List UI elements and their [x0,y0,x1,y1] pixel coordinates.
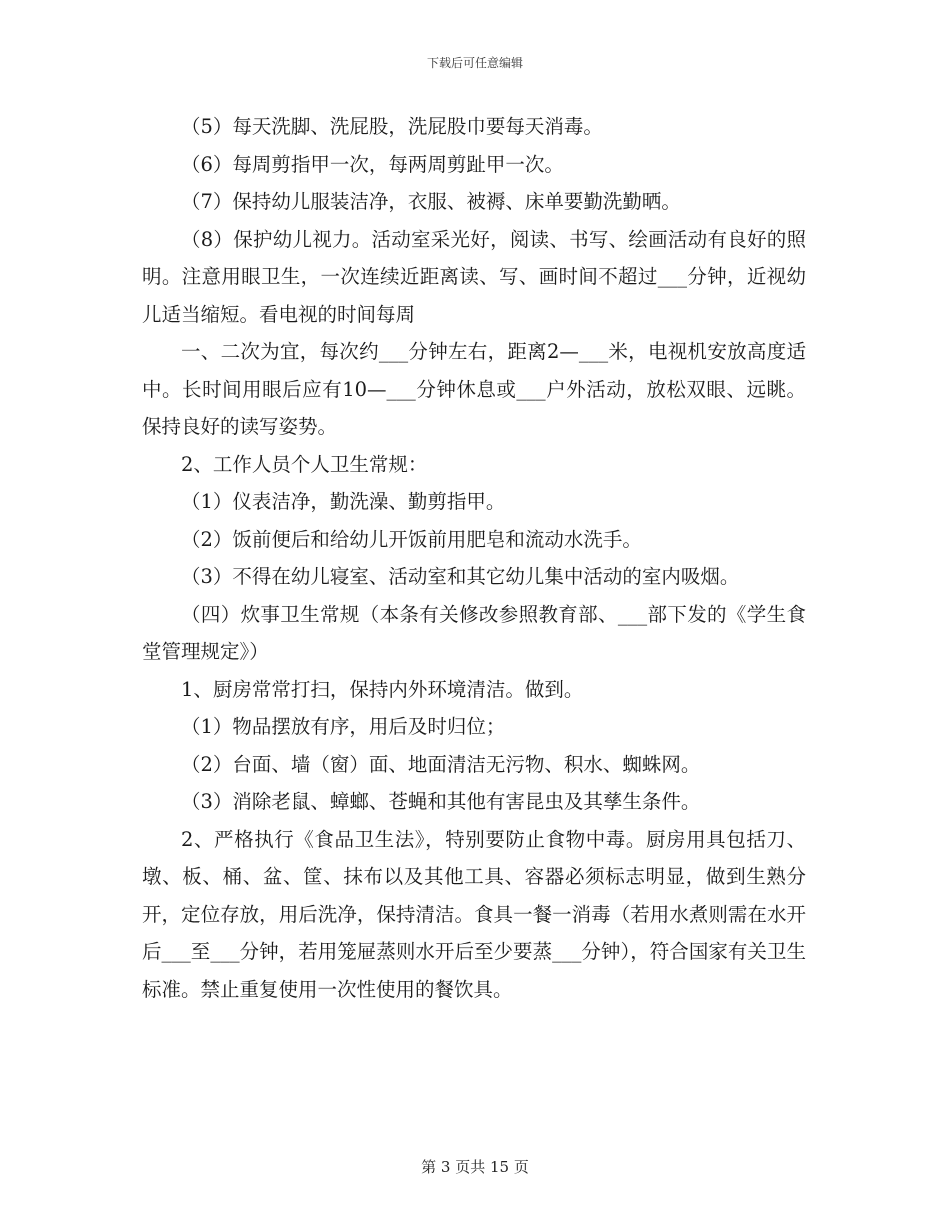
document-body [142,108,806,1008]
paragraph: 2、严格执行《食品卫生法》，特别要防止食物中毒。厨房用具包括刀、墩、板、桶、盆、筐、抹布以及其他工具、容器必须标志明显，做到生熟分开，定位存放，用后洗净，保持清洁。食具一餐一消毒（若用水煮则需在水开后___至___分钟，若用笼屉蒸则水开后至少要蒸___分钟），符合国家有关卫生标准。禁止重复使用一次性使用的餐饮具。 [142,827,806,1001]
paragraph: （3）消除老鼠、蟑螂、苍蝇和其他有害昆虫及其孳生条件。 [181,790,701,813]
page-header: 下载后可任意编辑 [426,56,523,70]
paragraph: （1）物品摆放有序，用后及时归位； [181,715,506,738]
page-footer: 第 3 页共 15 页 [421,1158,529,1176]
paragraph: （8）保护幼儿视力。活动室采光好，阅读、书写、绘画活动有良好的照明。注意用眼卫生，一次连续近距离读、写、画时间不超过___分钟，近视幼儿适当缩短。看电视的时间每周 [142,227,806,326]
paragraph: （1）仪表洁净，勤洗澡、勤剪指甲。 [181,490,506,513]
paragraph: （2）饭前便后和给幼儿开饭前用肥皂和流动水洗手。 [181,527,642,551]
paragraph: （6）每周剪指甲一次，每两周剪趾甲一次。 [181,152,564,176]
paragraph: （3）不得在幼儿寝室、活动室和其它幼儿集中活动的室内吸烟。 [181,565,740,588]
paragraph: （2）台面、墙（窗）面、地面清洁无污物、积水、蜘蛛网。 [181,752,701,776]
paragraph: （7）保持幼儿服装洁净，衣服、被褥、床单要勤洗勤晒。 [181,190,681,213]
paragraph: 1、厨房常常打扫，保持内外环境清洁。做到。 [181,677,584,701]
paragraph: （5）每天洗脚、洗屁股，洗屁股巾要每天消毒。 [181,115,603,138]
paragraph: 一、二次为宜，每次约___分钟左右，距离2—___米，电视机安放高度适中。长时间用眼后应有10—___分钟休息或___户外活动，放松双眼、远眺。保持良好的读写姿势。 [142,340,806,438]
paragraph: 2、工作人员个人卫生常规： [181,452,428,476]
paragraph: （四）炊事卫生常规（本条有关修改参照教育部、___部下发的《学生食堂管理规定》） [142,602,806,663]
